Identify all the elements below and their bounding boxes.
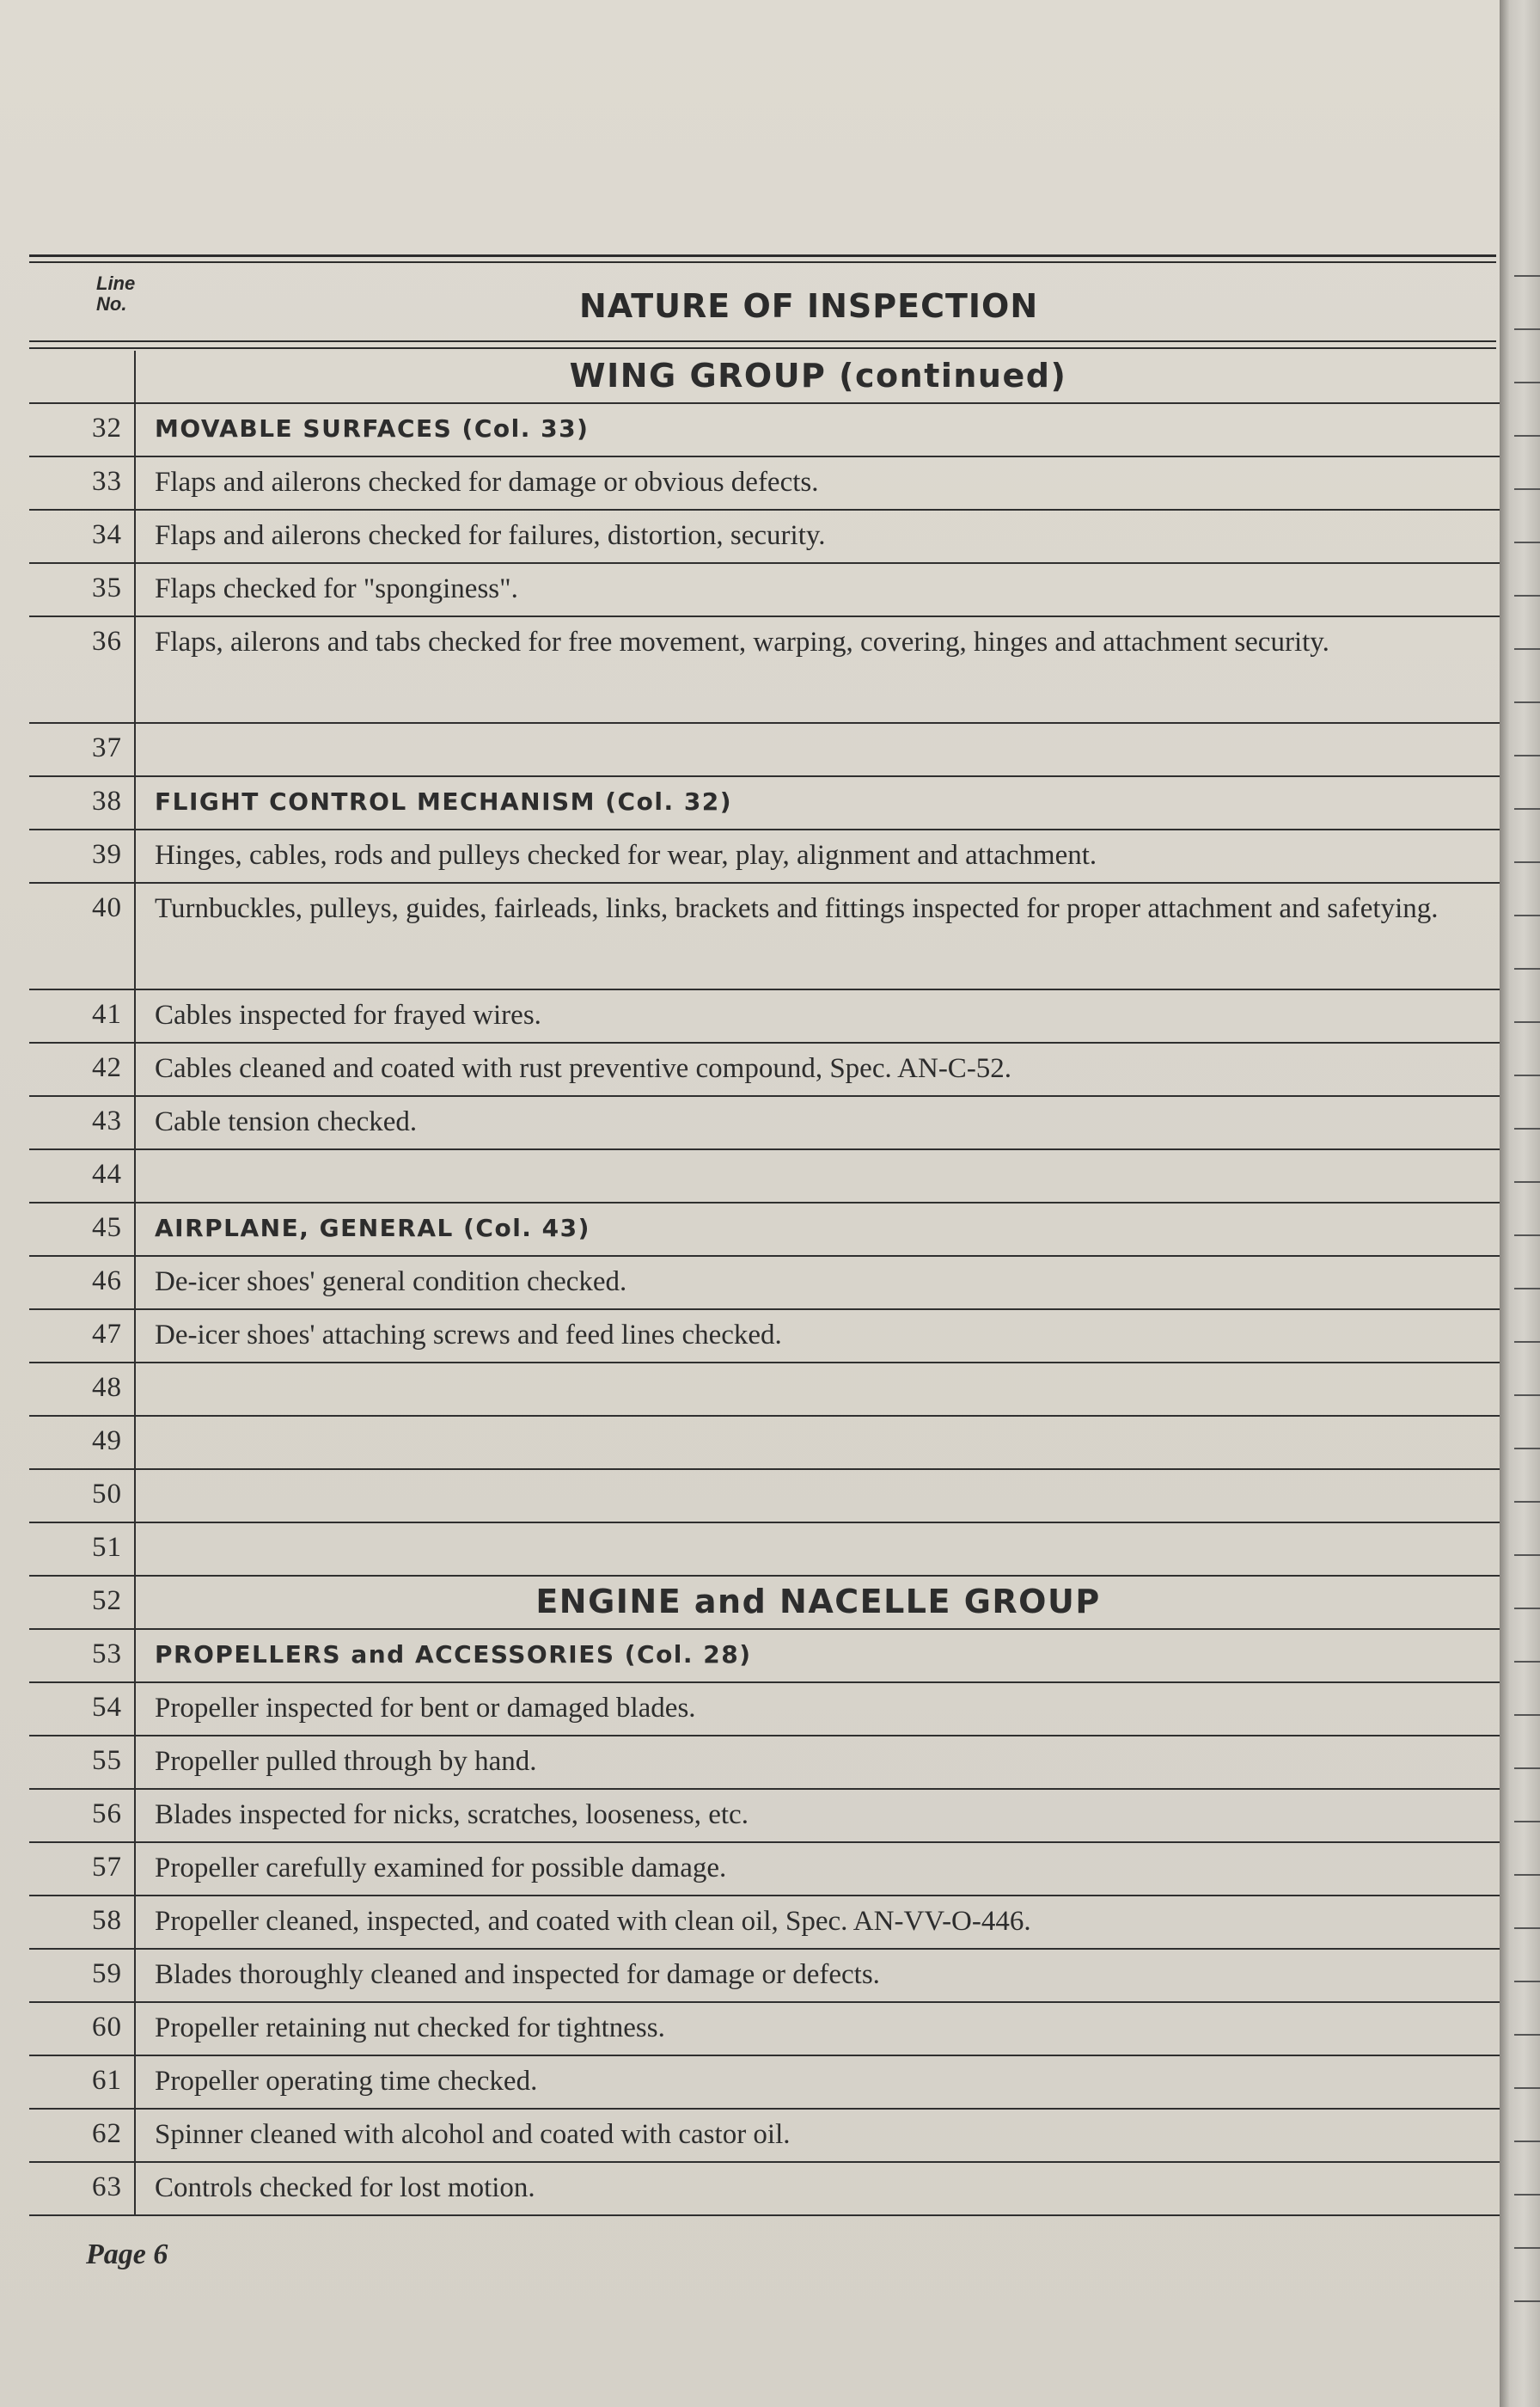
inspection-item: Flaps and ailerons checked for damage or obvious defects. xyxy=(155,467,819,498)
line-number: 44 xyxy=(29,1150,136,1202)
table-row xyxy=(29,2163,1500,2216)
inspection-item: Propeller retaining nut checked for tightness. xyxy=(155,2012,665,2043)
top-double-rule-upper xyxy=(29,254,1496,257)
line-number: 36 xyxy=(29,617,136,722)
line-number xyxy=(29,351,136,402)
line-number: 56 xyxy=(29,1790,136,1841)
line-number: 34 xyxy=(29,511,136,562)
section-heading: MOVABLE SURFACES (Col. 33) xyxy=(155,414,590,443)
line-number: 57 xyxy=(29,1843,136,1895)
line-number: 58 xyxy=(29,1896,136,1948)
inspection-item: Flaps checked for "sponginess". xyxy=(155,573,518,604)
line-number: 46 xyxy=(29,1257,136,1308)
line-number: 60 xyxy=(29,2003,136,2055)
line-number: 61 xyxy=(29,2056,136,2108)
group-heading: ENGINE and NACELLE GROUP xyxy=(535,1583,1101,1620)
line-number: 49 xyxy=(29,1417,136,1468)
inspection-item: Blades inspected for nicks, scratches, looseness, etc. xyxy=(155,1799,749,1830)
inspection-item: Spinner cleaned with alcohol and coated with castor oil. xyxy=(155,2119,791,2150)
section-heading: AIRPLANE, GENERAL (Col. 43) xyxy=(155,1214,590,1242)
inspection-item: Cables cleaned and coated with rust preventive compound, Spec. AN-C-52. xyxy=(155,1053,1012,1084)
line-number: 40 xyxy=(29,884,136,989)
line-number: 45 xyxy=(29,1204,136,1255)
line-number: 35 xyxy=(29,564,136,616)
table-row xyxy=(29,884,1500,990)
inspection-item: Hinges, cables, rods and pulleys checked for wear, play, alignment and attachment. xyxy=(155,840,1097,871)
line-number: 32 xyxy=(29,404,136,456)
page-number: Page 6 xyxy=(86,2239,168,2270)
line-no-label: Line No. xyxy=(96,273,136,315)
inspection-item: Flaps and ailerons checked for failures, distortion, security. xyxy=(155,520,826,551)
line-number: 41 xyxy=(29,990,136,1042)
inspection-item: Propeller carefully examined for possible damage. xyxy=(155,1853,727,1883)
inspection-item: Propeller operating time checked. xyxy=(155,2066,538,2097)
inspection-title: NATURE OF INSPECTION xyxy=(579,287,1039,325)
line-number: 37 xyxy=(29,724,136,775)
line-number: 54 xyxy=(29,1683,136,1735)
line-number: 47 xyxy=(29,1310,136,1362)
inspection-item: De-icer shoes' attaching screws and feed lines checked. xyxy=(155,1320,782,1350)
inspection-item: De-icer shoes' general condition checked. xyxy=(155,1266,627,1297)
line-number: 39 xyxy=(29,830,136,882)
line-number: 51 xyxy=(29,1523,136,1575)
inspection-item: Controls checked for lost motion. xyxy=(155,2172,535,2203)
line-number: 63 xyxy=(29,2163,136,2214)
inspection-item: Propeller cleaned, inspected, and coated with clean oil, Spec. AN-VV-O-446. xyxy=(155,1906,1031,1937)
inspection-item: Cable tension checked. xyxy=(155,1106,418,1137)
top-double-rule-lower xyxy=(29,261,1496,263)
line-number: 55 xyxy=(29,1736,136,1788)
line-number: 53 xyxy=(29,1630,136,1681)
line-number: 59 xyxy=(29,1950,136,2001)
inspection-table xyxy=(29,351,1500,2216)
inspection-item: Cables inspected for frayed wires. xyxy=(155,1000,541,1031)
line-number: 62 xyxy=(29,2110,136,2161)
line-number: 43 xyxy=(29,1097,136,1148)
line-number: 52 xyxy=(29,1577,136,1628)
line-number: 50 xyxy=(29,1470,136,1522)
inspection-item: Turnbuckles, pulleys, guides, fairleads, links, brackets and fittings inspected for proper attachment and safetying. xyxy=(155,893,1439,924)
section-heading: PROPELLERS and ACCESSORIES (Col. 28) xyxy=(155,1640,752,1669)
binding-edge-lines xyxy=(1514,224,1540,2321)
line-number: 48 xyxy=(29,1363,136,1415)
inspection-item: Blades thoroughly cleaned and inspected for damage or defects. xyxy=(155,1959,880,1990)
section-heading: FLIGHT CONTROL MECHANISM (Col. 32) xyxy=(155,787,733,816)
table-row xyxy=(29,617,1500,724)
group-heading: WING GROUP (continued) xyxy=(569,357,1067,395)
line-number: 42 xyxy=(29,1044,136,1095)
line-number: 33 xyxy=(29,457,136,509)
inspection-item: Propeller inspected for bent or damaged blades. xyxy=(155,1693,696,1724)
inspection-item: Flaps, ailerons and tabs checked for free movement, warping, covering, hinges and attachment security. xyxy=(155,627,1329,658)
inspection-item: Propeller pulled through by hand. xyxy=(155,1746,537,1777)
line-number: 38 xyxy=(29,777,136,829)
table-header xyxy=(29,268,1496,340)
